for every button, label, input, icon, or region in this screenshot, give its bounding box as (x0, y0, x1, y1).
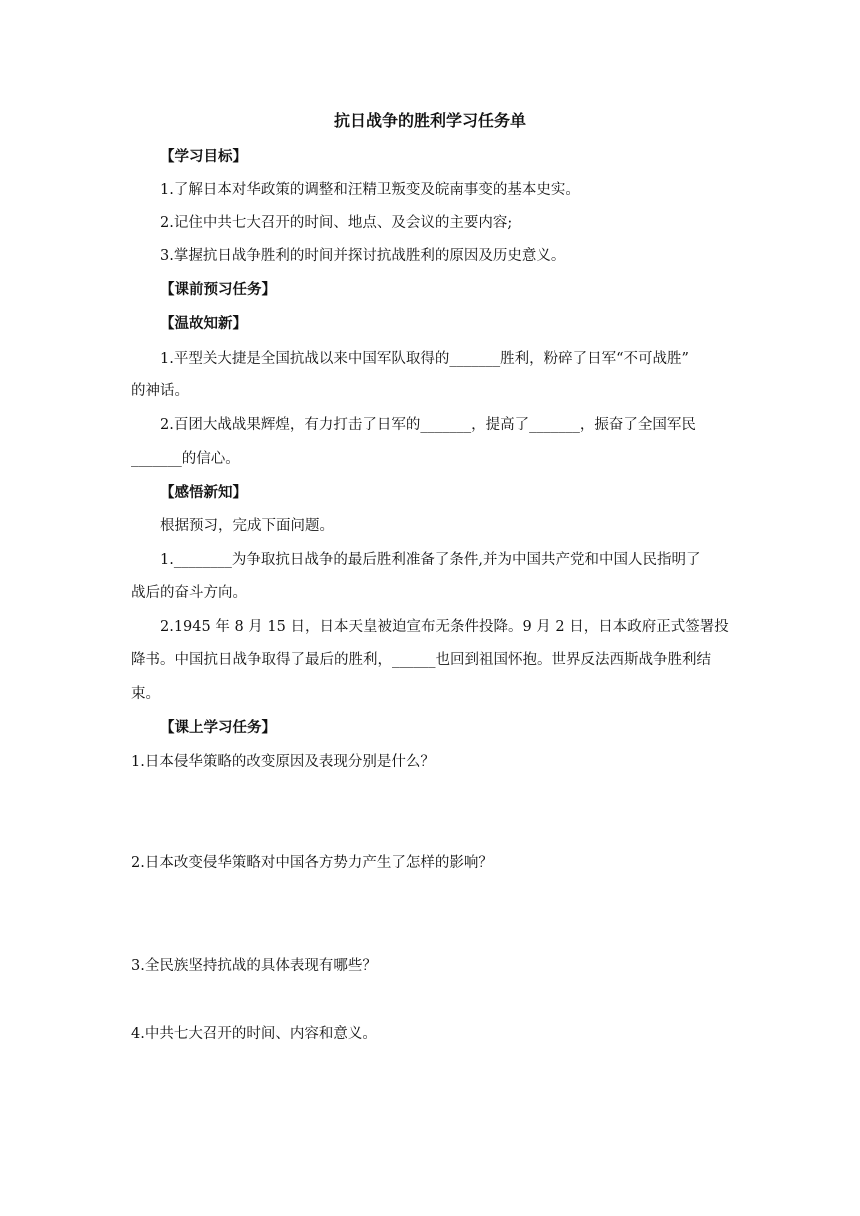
new-knowledge-question-2-line-2: 降书。中国抗日战争取得了最后的胜利，______也回到祖国怀抱。世界反法西斯战争胜利结 (131, 652, 711, 668)
new-knowledge-question-2-line-1: 2.1945 年 8 月 15 日，日本天皇被迫宣布无条件投降。9 月 2 日，日本政府正式签署投 (160, 619, 729, 635)
objective-item-1: 1.了解日本对华政策的调整和汪精卫叛变及皖南事变的基本史实。 (160, 182, 580, 198)
new-knowledge-intro: 根据预习，完成下面问题。 (160, 518, 334, 534)
classwork-question-4: 4.中共七大召开的时间、内容和意义。 (131, 1026, 377, 1042)
new-knowledge-heading: 【感悟新知】 (160, 485, 247, 501)
new-knowledge-question-1-line-1: 1.________为争取抗日战争的最后胜利准备了条件,并为中国共产党和中国人民指明了 (160, 552, 701, 568)
review-question-1-line-1: 1.平型关大捷是全国抗战以来中国军队取得的_______胜利，粉碎了日军“不可战胜” (160, 351, 689, 367)
review-question-2-line-2: _______的信心。 (131, 451, 240, 467)
classwork-question-1: 1.日本侵华策略的改变原因及表现分别是什么？ (131, 754, 435, 770)
new-knowledge-question-1-line-2: 战后的奋斗方向。 (131, 585, 247, 601)
review-heading: 【温故知新】 (160, 316, 247, 332)
document-title: 抗日战争的胜利学习任务单 (333, 111, 526, 130)
new-knowledge-question-2-line-3: 束。 (131, 686, 160, 702)
review-question-1-line-2: 的神话。 (131, 383, 189, 399)
objective-item-2: 2.记住中共七大召开的时间、地点、及会议的主要内容; (160, 215, 513, 231)
classwork-heading: 【课上学习任务】 (160, 720, 276, 736)
objective-item-3: 3.掌握抗日战争胜利的时间并探讨抗战胜利的原因及历史意义。 (160, 248, 566, 264)
classwork-question-2: 2.日本改变侵华策略对中国各方势力产生了怎样的影响？ (131, 855, 493, 871)
classwork-question-3: 3.全民族坚持抗战的具体表现有哪些？ (131, 958, 377, 974)
objectives-heading: 【学习目标】 (160, 149, 247, 165)
review-question-2-line-1: 2.百团大战战果辉煌，有力打击了日军的_______，提高了_______，振奋了全国军民 (160, 417, 696, 433)
preview-heading: 【课前预习任务】 (160, 282, 276, 298)
